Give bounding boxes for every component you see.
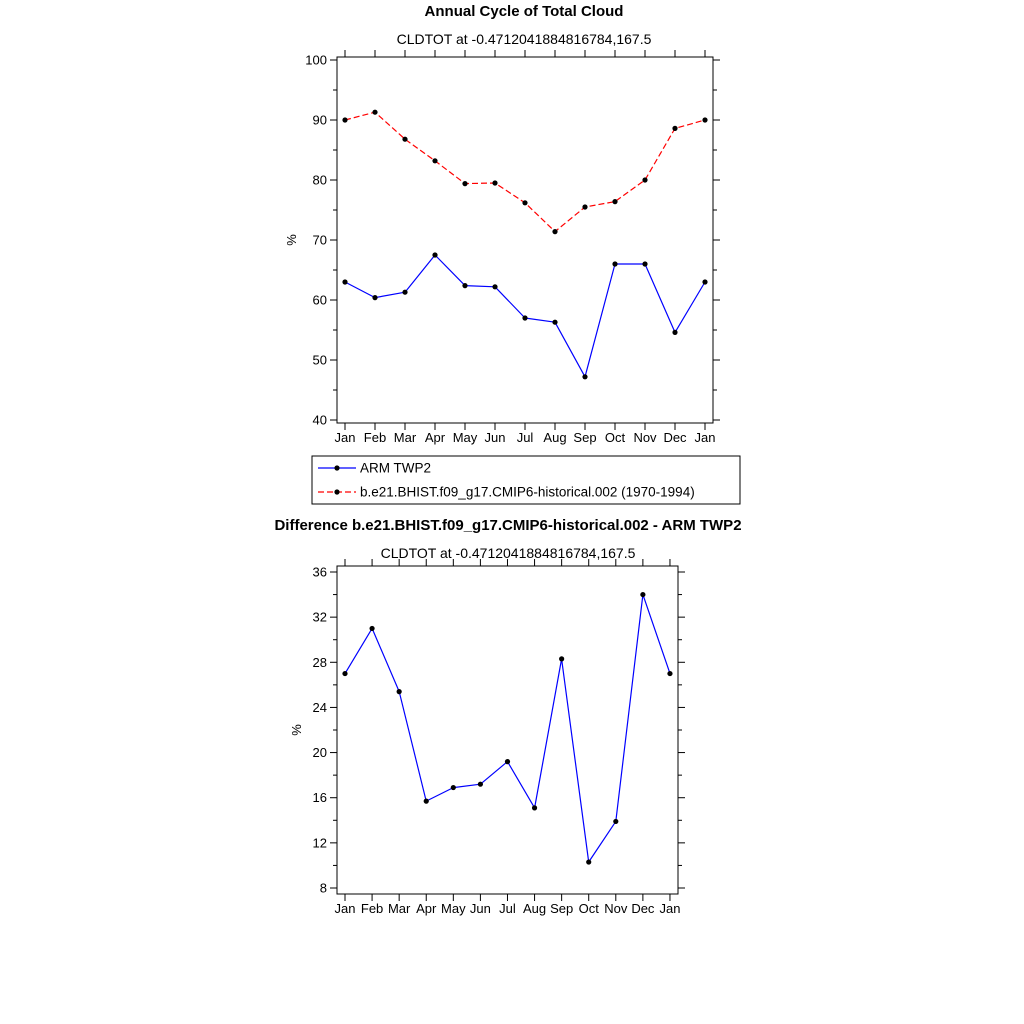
y-tick-label: 20 — [312, 745, 327, 761]
x-tick-label: Jun — [469, 901, 491, 916]
y-tick-label: 8 — [319, 880, 327, 896]
legend-entry-label: b.e21.BHIST.f09_g17.CMIP6-historical.002 (1970-1994) — [360, 484, 695, 500]
x-tick-label: Oct — [578, 901, 599, 916]
chart-2-subtitle: CLDTOT at -0.4712041884816784,167.5 — [380, 545, 636, 561]
data-point-marker — [372, 295, 377, 300]
x-tick-label: Mar — [387, 901, 411, 916]
data-point-marker — [402, 290, 407, 295]
data-point-marker — [582, 204, 587, 209]
data-point-marker — [667, 671, 672, 676]
data-point-marker — [702, 117, 707, 122]
data-point-marker — [640, 592, 645, 597]
y-axis-title: % — [289, 724, 304, 736]
y-axis — [305, 53, 720, 428]
x-tick-label: Jul — [499, 901, 516, 916]
data-point-marker — [397, 689, 402, 694]
x-tick-label: Feb — [360, 901, 384, 916]
x-axis — [335, 50, 716, 445]
plot-frame — [337, 57, 713, 423]
x-tick-label: Jan — [334, 430, 356, 445]
data-point-marker — [462, 181, 467, 186]
data-point-marker — [372, 110, 377, 115]
y-tick-label: 40 — [312, 412, 327, 428]
chart-1-subtitle: CLDTOT at -0.4712041884816784,167.5 — [396, 31, 652, 47]
data-point-marker — [492, 180, 497, 185]
data-point-marker — [432, 252, 437, 257]
y-tick-label: 16 — [312, 790, 327, 806]
y-tick-label: 90 — [312, 112, 327, 128]
data-point-marker — [505, 759, 510, 764]
y-tick-label: 36 — [312, 564, 327, 580]
data-point-marker — [613, 819, 618, 824]
x-tick-label: Jan — [334, 901, 356, 916]
y-tick-label: 28 — [312, 654, 327, 670]
data-point-marker — [552, 229, 557, 234]
x-tick-label: May — [452, 430, 478, 445]
x-tick-label: Dec — [631, 901, 655, 916]
legend-entry-label: ARM TWP2 — [360, 460, 432, 476]
data-point-marker — [369, 626, 374, 631]
chart-2-title: Difference b.e21.BHIST.f09_g17.CMIP6-historical.002 - ARM TWP2 — [274, 517, 742, 534]
x-tick-label: Jan — [694, 430, 716, 445]
x-tick-label: Dec — [663, 430, 687, 445]
x-tick-label: Aug — [543, 430, 567, 445]
x-tick-label: Nov — [604, 901, 628, 916]
data-point-marker — [582, 374, 587, 379]
series-line — [345, 112, 705, 231]
x-tick-label: Apr — [416, 901, 437, 916]
series-1 — [342, 110, 707, 235]
data-point-marker — [522, 315, 527, 320]
x-tick-label: Apr — [424, 430, 446, 445]
x-tick-label: Jun — [484, 430, 506, 445]
data-point-marker — [522, 200, 527, 205]
chart-1-title: Annual Cycle of Total Cloud — [424, 3, 624, 20]
x-tick-label: Feb — [363, 430, 387, 445]
data-point-marker — [342, 671, 347, 676]
data-point-marker — [552, 320, 557, 325]
x-tick-label: Sep — [550, 901, 574, 916]
data-point-marker — [702, 279, 707, 284]
y-tick-label: 80 — [312, 172, 327, 188]
data-point-marker — [462, 283, 467, 288]
data-point-marker — [424, 799, 429, 804]
y-tick-label: 12 — [312, 835, 327, 851]
x-tick-label: May — [441, 901, 466, 916]
y-axis-title: % — [284, 234, 299, 246]
data-point-marker — [642, 177, 647, 182]
data-point-marker — [342, 279, 347, 284]
data-point-marker — [532, 805, 537, 810]
legend — [312, 456, 740, 504]
chart-2-canvas — [0, 515, 1024, 1024]
x-tick-label: Jan — [659, 901, 681, 916]
data-point-marker — [642, 261, 647, 266]
x-tick-label: Mar — [393, 430, 417, 445]
data-point-marker — [402, 137, 407, 142]
data-point-marker — [612, 261, 617, 266]
data-point-marker — [672, 126, 677, 131]
data-point-marker — [432, 158, 437, 163]
data-point-marker — [559, 656, 564, 661]
legend-marker — [334, 465, 339, 470]
data-point-marker — [342, 117, 347, 122]
y-tick-label: 24 — [312, 699, 327, 715]
series-line — [345, 595, 670, 862]
x-tick-label: Jul — [516, 430, 534, 445]
x-tick-label: Sep — [573, 430, 597, 445]
y-tick-label: 100 — [305, 52, 327, 68]
x-tick-label: Oct — [604, 430, 626, 445]
data-point-marker — [586, 859, 591, 864]
x-tick-label: Nov — [633, 430, 657, 445]
series-0 — [342, 252, 707, 379]
legend-marker — [334, 489, 339, 494]
y-axis — [313, 565, 685, 896]
data-point-marker — [492, 284, 497, 289]
data-point-marker — [478, 782, 483, 787]
x-axis — [335, 559, 681, 916]
y-tick-label: 60 — [312, 292, 327, 308]
data-point-marker — [451, 785, 456, 790]
y-tick-label: 70 — [312, 232, 327, 248]
x-tick-label: Aug — [522, 901, 547, 916]
data-point-marker — [672, 330, 677, 335]
y-tick-label: 50 — [312, 352, 327, 368]
y-tick-label: 32 — [312, 609, 327, 625]
series-0 — [342, 592, 672, 865]
data-point-marker — [612, 199, 617, 204]
